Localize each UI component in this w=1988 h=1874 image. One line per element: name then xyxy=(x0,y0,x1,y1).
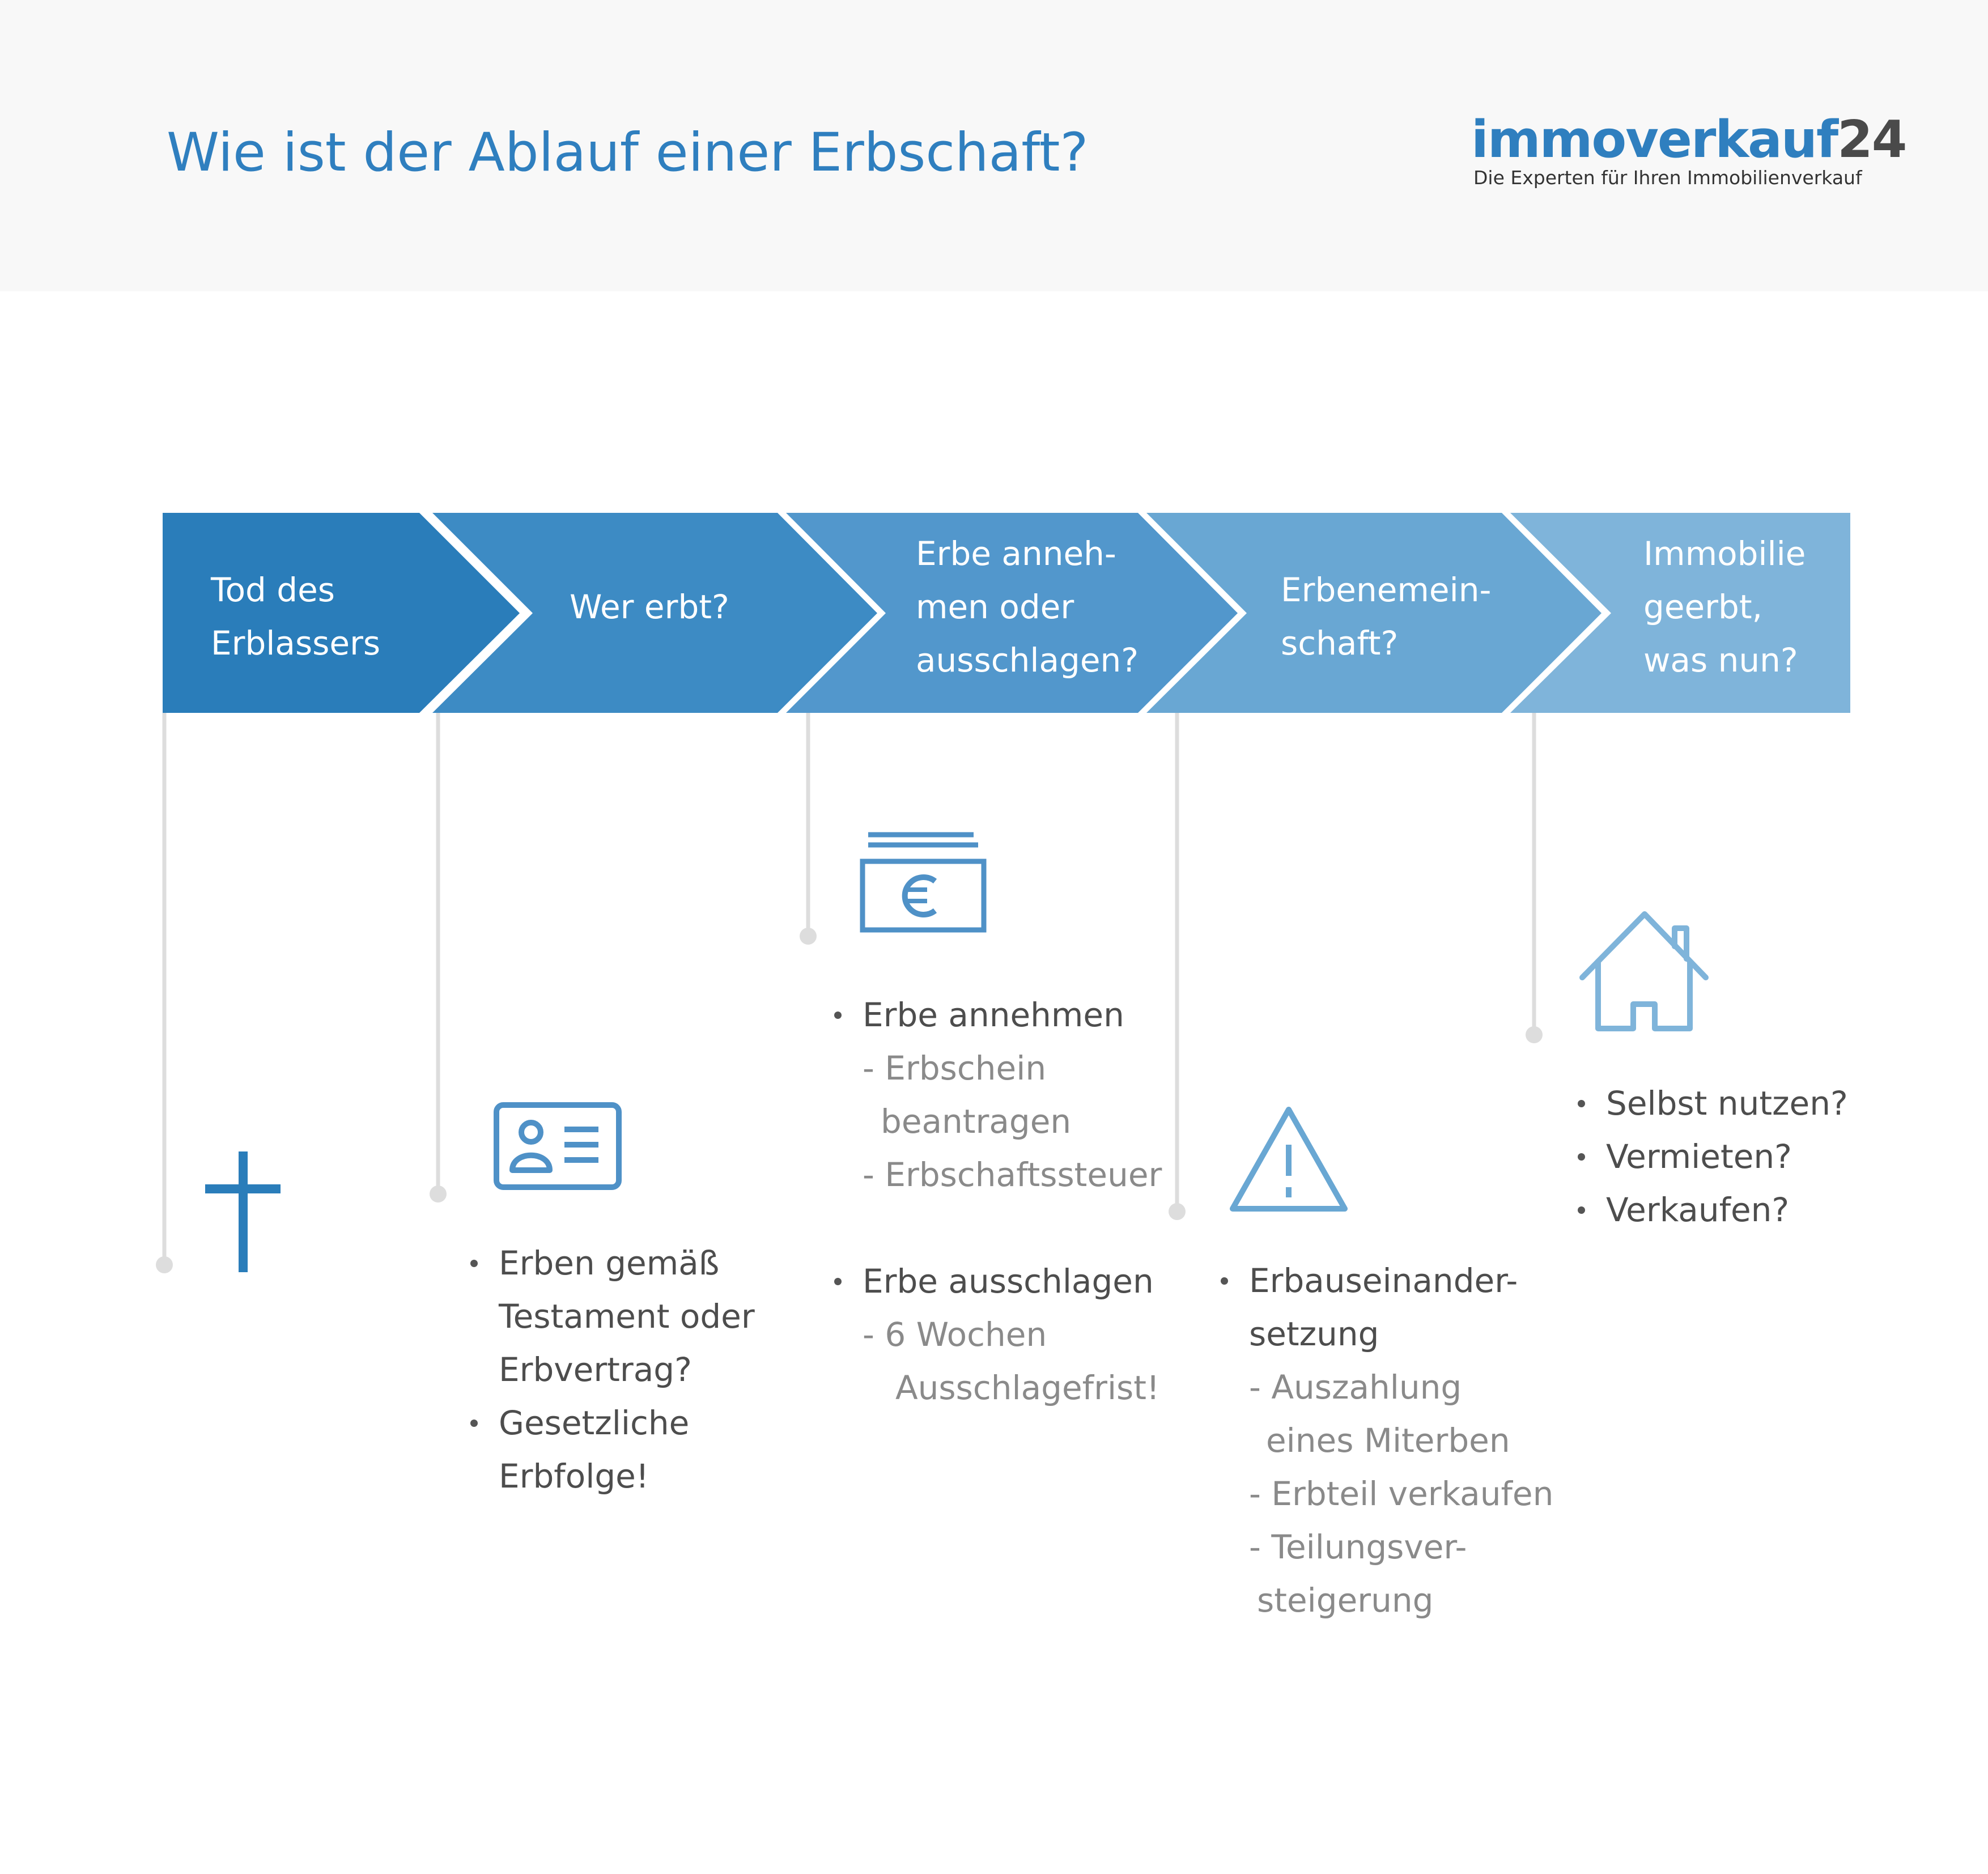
step-3-label: Erbe anneh- men oder ausschlagen? xyxy=(916,534,1139,679)
connector-3-dot xyxy=(800,928,817,945)
step-5-label: Immobilie geerbt, was nun? xyxy=(1643,534,1806,679)
warning-icon xyxy=(1233,1110,1345,1209)
connector-5-dot xyxy=(1526,1026,1543,1043)
list-item: Gesetzliche Erbfolge! xyxy=(465,1396,755,1503)
list-item: Erbe ausschlagen - 6 Wochen Ausschlagefrist! xyxy=(829,1255,1162,1414)
list-item: Erbauseinander- setzung - Auszahlung eines Miterben - Erbteil verkaufen - Teilungsver- steigerung xyxy=(1215,1254,1553,1627)
connector-1-dot xyxy=(156,1256,173,1273)
connector-4-dot xyxy=(1169,1203,1186,1220)
page-title: Wie ist der Ablauf einer Erbschaft? xyxy=(167,122,1089,184)
logo-number: 24 xyxy=(1837,110,1906,169)
step-1-label: Tod des Erblassers xyxy=(211,571,381,662)
list-item: Erben gemäß Testament oder Erbvertrag? xyxy=(465,1236,755,1396)
step-3-details xyxy=(829,988,1162,1414)
euro-bill-icon xyxy=(863,835,984,930)
step-4-details xyxy=(1215,1254,1553,1627)
logo-name: immoverkauf xyxy=(1471,110,1838,169)
step-2-details xyxy=(465,1236,755,1503)
id-card-icon xyxy=(496,1105,619,1187)
step-2-label: Wer erbt? xyxy=(570,588,729,626)
list-item: Vermieten? xyxy=(1572,1130,1848,1183)
list-item: Selbst nutzen? xyxy=(1572,1077,1848,1130)
list-item: Verkaufen? xyxy=(1572,1183,1848,1236)
cross-icon xyxy=(205,1151,281,1272)
house-icon xyxy=(1582,914,1706,1029)
connector-2-dot xyxy=(430,1185,447,1202)
list-item: Erbe annehmen - Erbschein beantragen - Erbschaftssteuer xyxy=(829,988,1162,1201)
logo-tagline: Die Experten für Ihren Immobilienverkauf xyxy=(1473,167,1862,189)
step-4-label: Erbenemein- schaft? xyxy=(1281,571,1492,662)
step-5-details xyxy=(1572,1077,1848,1236)
